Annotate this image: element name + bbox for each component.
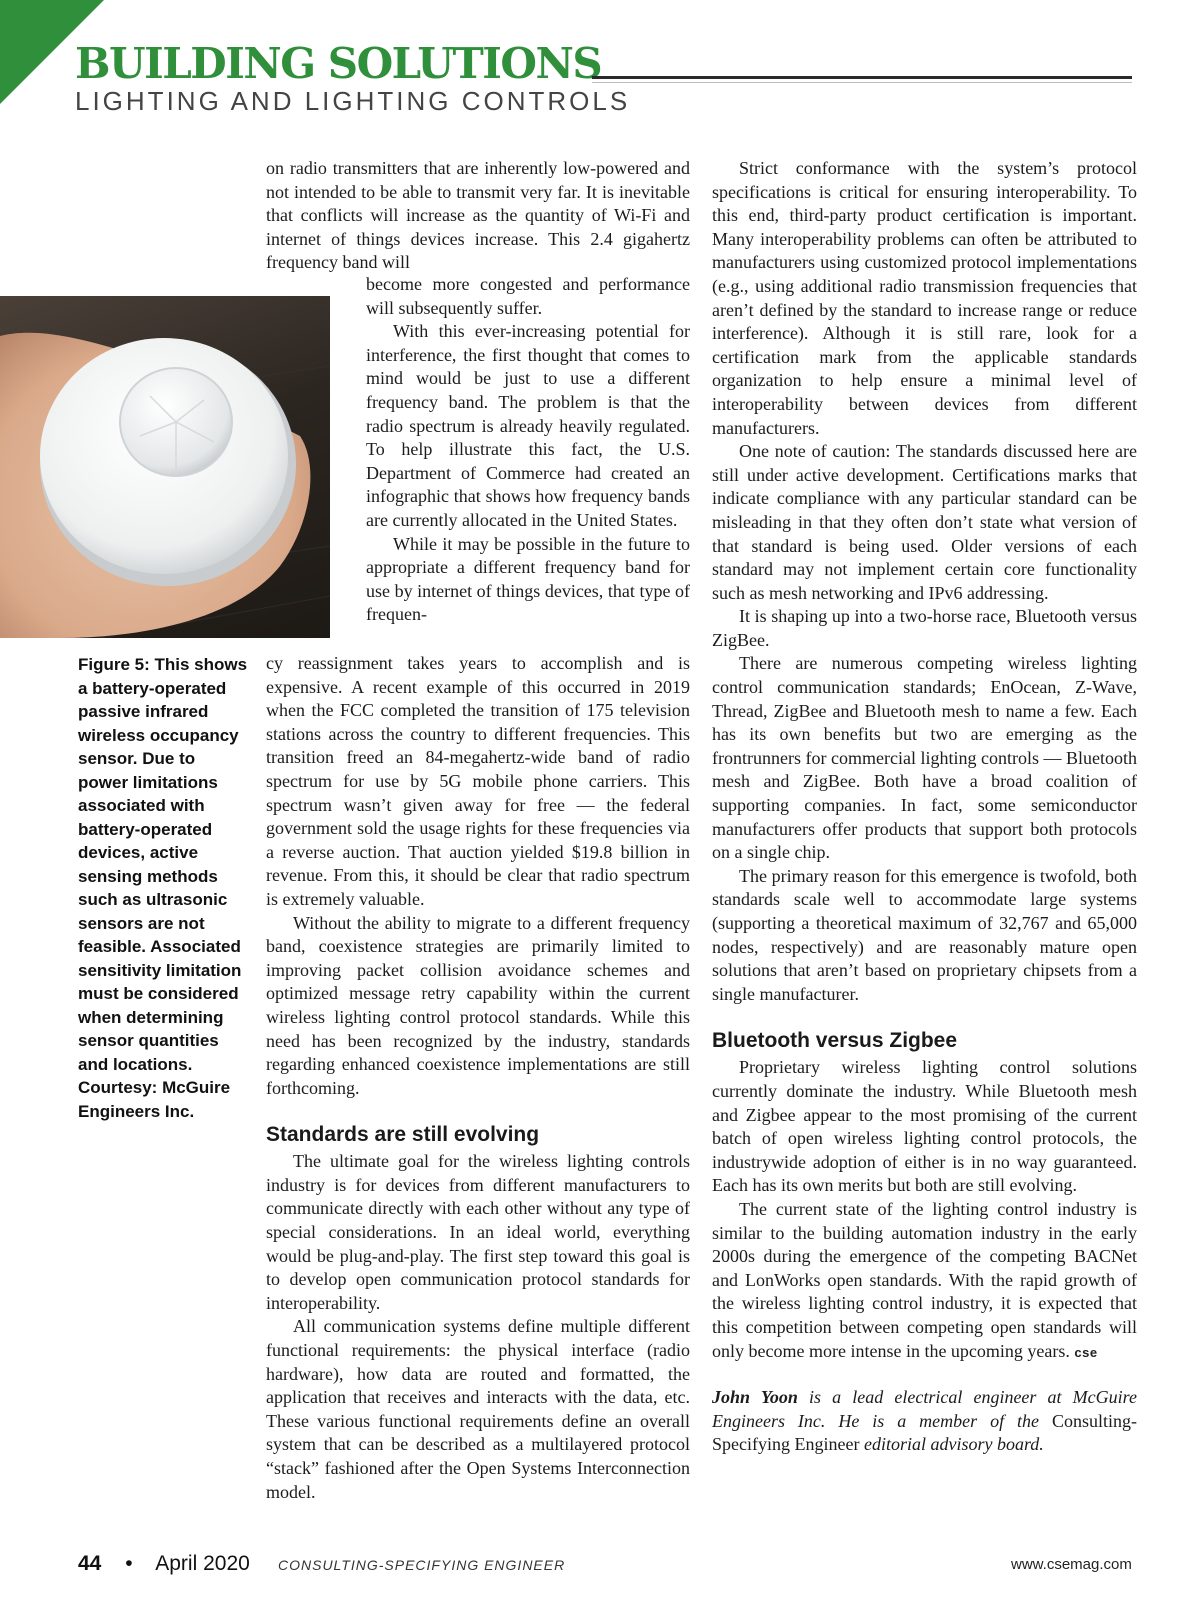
paragraph: cy reassignment takes years to accomplish and is expensive. A recent example of this occurred in 2019 when the FCC completed the transition of 175 television stations across the country to different frequencies. This transition freed an 84-megahertz-wide band of radio spectrum for use by 5G mobile phone carriers. This spectrum wasn’t given away for free — the federal government sold the usage rights for these frequencies via a reverse auction. That auction yielded $19.8 billion in revenue. From this, it should be clear that radio spectrum is extremely valuable. [266, 653, 690, 909]
paragraph [712, 1198, 1137, 1364]
paragraph: While it may be possible in the future to appropriate a different frequency band for use by internet of things devices, that type of frequen- [366, 533, 690, 625]
column-right [712, 157, 1137, 1457]
paragraph: Without the ability to migrate to a different frequency band, coexistence strategies are primarily limited to improving packet collision avoidance schemes and optimized message retry capability within the current wireless lighting control protocol standards. While this need has been recognized by the industry, standards regarding enhanced coexistence implementations are still forthcoming. [266, 912, 690, 1098]
occupancy-sensor-image [0, 296, 330, 638]
website-link[interactable]: www.csemag.com [1011, 1556, 1132, 1573]
column-middle-top [266, 157, 690, 275]
paragraph: With this ever-increasing potential for interference, the first thought that comes to mind would be just to use a different frequency band. The problem is that the radio spectrum is already heavily regulated. To help illustrate this fact, the U.S. Department of Commerce had created an infographic that shows how frequency bands are currently allocated in the United States. [366, 321, 690, 530]
publication-name: CONSULTING-SPECIFYING ENGINEER [278, 1557, 566, 1573]
figure-caption: Figure 5: This shows a battery-operated passive infrared wireless occupancy sensor. Due to power limitations associated with battery-operated devices, active sensing methods such as ultrasonic sensors are not feasible. Associated sensitivity limitation must be considered when determining sensor quantities and locations. Courtesy: McGuire Engineers Inc. [78, 655, 248, 1121]
section-subtitle: LIGHTING AND LIGHTING CONTROLS [75, 86, 631, 116]
paragraph: Proprietary wireless lighting control solutions currently dominate the industry. While Bluetooth mesh and Zigbee appear to the most promising of the current batch of open wireless lighting control protocols, the industrywide adoption of either is in no way guaranteed. Each has its own merits but both are still evolving. [712, 1057, 1137, 1196]
page-number: 44 [78, 1552, 102, 1575]
paragraph: The primary reason for this emergence is twofold, both standards scale well to accommodate large systems (supporting a theoretical maximum of 32,767 and 65,000 nodes, respectively) and are reasonably mature open solutions that aren’t based on proprietary chipsets from a single manufacturer. [712, 865, 1137, 1004]
bio-text: editorial advisory board. [859, 1434, 1044, 1455]
figure-photo [0, 296, 330, 638]
section-title: BUILDING SOLUTIONS [75, 39, 602, 88]
paragraph: One note of caution: The standards discussed here are still under active development. Certifications marks that indicate compliance with any particular standard can be misleading in that they often don’t state what version of that standard is being used. Older versions of each standard may not implement certain core functionality such as mesh networking and IPv6 addressing. [712, 441, 1137, 603]
column-middle-bottom [266, 652, 690, 1504]
paragraph: All communication systems define multiple different functional requirements: the physical interface (radio hardware), how data are routed and formatted, the application that receives and interacts with the data, etc. These various functional requirements define an overall system that can be described as a multilayered protocol “stack” fashioned after the Open Systems Interconnection model. [266, 1316, 690, 1502]
subheading: Standards are still evolving [266, 1123, 540, 1147]
cse-end-mark: cse [1074, 1344, 1098, 1360]
title-rule [592, 76, 1132, 79]
page-folio [78, 1552, 250, 1576]
author-bio [712, 1386, 1137, 1457]
bullet: • [125, 1552, 133, 1575]
column-middle-wrap [366, 273, 690, 627]
bio-publication: Consulting-Specifying Engineer [712, 1410, 1137, 1455]
paragraph: The ultimate goal for the wireless lighting controls industry is for devices from different manufacturers to communicate directly with each other without any type of special considerations. In an ideal world, everything would be plug-and-play. The first step toward this goal is to develop open communication protocol standards for interoperability. [266, 1151, 690, 1313]
paragraph: It is shaping up into a two-horse race, Bluetooth versus ZigBee. [712, 606, 1137, 650]
paragraph: on radio transmitters that are inherently low-powered and not intended to be able to transmit very far. It is inevitable that conflicts will increase as the quantity of Wi-Fi and internet of things devices increase. This 2.4 gigahertz frequency band will [266, 158, 690, 273]
issue-date: April 2020 [155, 1552, 250, 1575]
paragraph: become more congested and performance will subsequently suffer. [366, 274, 690, 318]
subheading: Bluetooth versus Zigbee [712, 1029, 958, 1053]
paragraph-text: The current state of the lighting control industry is similar to the building automation industry in the early 2000s during the emergence of the competing BACNet and LonWorks open standards. With the rapid growth of the wireless lighting control industry, it is expected that this competition between competing open standards will only become more intense in the upcoming years. [712, 1198, 1137, 1361]
bio-text: is a lead electrical engineer at McGuire Engineers Inc. He is a member of the [712, 1387, 1137, 1431]
paragraph: There are numerous competing wireless lighting control communication standards; EnOcean, Z-Wave, Thread, ZigBee and Bluetooth mesh to name a few. Each has its own benefits but two are emerging as the frontrunners for commercial lighting controls — Bluetooth mesh and ZigBee. Both have a broad coalition of supporting companies. In fact, some semiconductor manufacturers offer products that support both protocols on a single chip. [712, 653, 1137, 863]
paragraph: Strict conformance with the system’s protocol specifications is critical for ensuring interoperability. To this end, third-party product certification is important. Many interoperability problems can often be attributed to manufacturers using customized protocol implementations (e.g., using additional radio transmission frequencies that aren’t defined by the standard to increase range or reduce interference). Although it is still rare, look for a certification mark from the applicable standards organization to help ensure a minimal level of interoperability between devices from different manufacturers. [712, 158, 1137, 438]
author-name: John Yoon [712, 1387, 798, 1408]
